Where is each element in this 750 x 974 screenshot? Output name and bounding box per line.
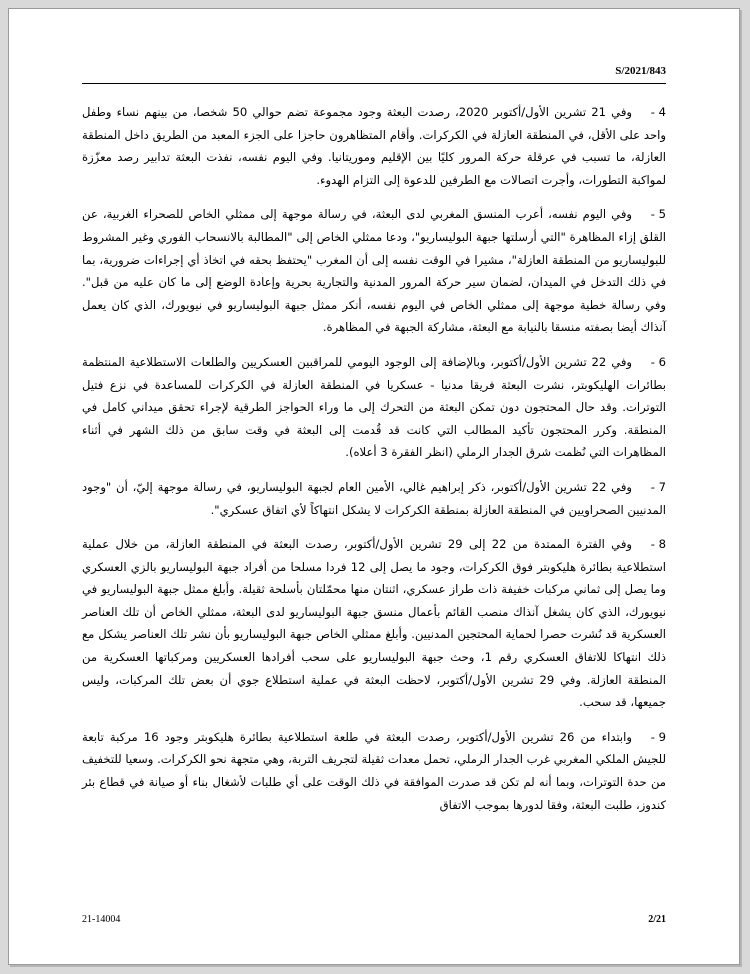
job-number: 21-14004 <box>82 914 121 925</box>
paragraph-text: وابتداء من 26 تشرين الأول/أكتوبر، رصدت البعثة في طلعة استطلاعية بطائرة هليكوبتر وجود 16 مركبة تابعة للجيش الملكي المغربي غرب الجدار الرملي، تحمل معدات ثقيلة لتجريف التربة، وهي متجهة نحو الكركرات. وسعيا للتخفيف من حدة التوترات، وبما أنه لم تكن قد صدرت الموافقة في ذلك الوقت على أي طلبات لأشغال بناء أو صيانة في قطاع بئر كندوز، طلبت البعثة، وفقا لدورها بموجب الاتفاق <box>82 729 666 812</box>
paragraph-number: 7 - <box>650 479 666 494</box>
document-page <box>8 8 740 965</box>
paragraph-6 <box>82 351 666 464</box>
document-body <box>82 101 666 828</box>
paragraph-9 <box>82 726 666 816</box>
paragraph-text: وفي 21 تشرين الأول/أكتوبر 2020، رصدت البعثة وجود مجموعة تضم حوالي 50 شخصا، من بينهم نساء وطفل واحد على الأقل، في المنطقة العازلة في الكركرات. وأقام المتظاهرون حاجزا على الجزء المعبد من الطريق داخل المنطقة العازلة، ما تسبب في عرقلة حركة المرور كليًا بين الإقليم وموريتانيا. وفي اليوم نفسه، نفذت البعثة تدابير رصد معزّزة لمواكبة التطورات، وأجرت اتصالات مع الطرفين للدعوة إلى التزام الهدوء. <box>82 105 666 187</box>
paragraph-number: 4 - <box>650 105 666 119</box>
paragraph-text: وفي 22 تشرين الأول/أكتوبر، ذكر إبراهيم غالي، الأمين العام لجبهة البوليساريو، في رسالة موجهة إليّ، أن "وجود المدنيين الصحراويين في المنطقة العازلة بمنطقة الكركرات لا يشكل انتهاكاً لأي اتفاق عسكري". <box>82 479 666 517</box>
paragraph-8 <box>82 533 666 714</box>
paragraph-text: وفي اليوم نفسه، أعرب المنسق المغربي لدى البعثة، في رسالة موجهة إلى ممثلي الخاص للصحراء الغربية، عن القلق إزاء المظاهرة "التي أرسلتها جبهة البوليساريو"، ودعا ممثلي الخاص إلى "المطالبة بالانسحاب الفوري وغير المشروط للبوليساريو من المنطقة العازلة"، مشيرا في الوقت نفسه إلى أن المغرب "يحتفظ بحقه في اتخاذ أي إجراءات ضرورية، بما في ذلك التدخل في الميدان، لضمان سير حركة المرور المدنية والتجارية بحرية وإعادة الوضع إلى ما كان عليه من قبل". وفي رسالة خطية موجهة إلى ممثلي الخاص في اليوم نفسه، أنكر ممثل جبهة البوليساريو في نيويورك، الذي كان يعمل آنذاك أيضا بصفته منسقا بالنيابة مع البعثة، مشاركة الجبهة في المظاهرة. <box>82 207 666 335</box>
document-symbol: S/2021/843 <box>615 65 666 77</box>
paragraph-number: 9 - <box>650 729 666 744</box>
paragraph-number: 8 - <box>650 537 666 552</box>
page-number: 2/21 <box>648 914 666 925</box>
paragraph-number: 6 - <box>650 354 666 369</box>
page-header <box>82 61 666 84</box>
paragraph-number: 5 - <box>650 207 666 222</box>
paragraph-7 <box>82 476 666 521</box>
paragraph-text: وفي 22 تشرين الأول/أكتوبر، وبالإضافة إلى الوجود اليومي للمراقبين العسكريين والطلعات الاستطلاعية المنتظمة بطائرات الهليكوبتر، نشرت البعثة فريقا مدنيا - عسكريا في المنطقة العازلة في الكركرات للمساعدة في نزع فتيل التوترات. وقد حال المحتجون دون تمكن البعثة من التحرك إلى ما وراء الحواجز الطرقية لإجراء تحقق ميداني كامل في المنطقة. وكرر المحتجون تأكيد المطالب التي كانت قد قُدمت إلى البعثة في وقت سابق من ذلك الشهر في أثناء المظاهرات التي نُظمت شرق الجدار الرملي (انظر الفقرة 3 أعلاه). <box>82 354 666 460</box>
paragraph-text: وفي الفترة الممتدة من 22 إلى 29 تشرين الأول/أكتوبر، رصدت البعثة في المنطقة العازلة، من خلال عملية استطلاعية بطائرة هليكوبتر فوق الكركرات، وجود ما يصل إلى 12 فردا مسلحا من أفراد جبهة البوليساريو بالزي العسكري وما يصل إلى ثماني مركبات خفيفة ذات طراز عسكري، اثنتان منها محمّلتان بأسلحة ثقيلة. وأبلغ ممثل جبهة البوليساريو في نيويورك، الذي كان يشغل آنذاك منصب القائم بأعمال منسق جبهة البوليساريو لدى البعثة، ممثلي الخاص أن تلك العناصر العسكرية قد نُشرت حصرا لحماية المحتجين المدنيين. وأبلغ ممثلي الخاص جبهة البوليساريو بأن نشر تلك العناصر يشكل مع ذلك انتهاكا للاتفاق العسكري رقم 1، وحث جبهة البوليساريو على سحب أفرادها العسكريين ومركباتها العسكرية من المنطقة العازلة. وفي 29 تشرين الأول/أكتوبر، لاحظت البعثة في عملية استطلاع جوي أن بعض تلك المركبات، وليس جميعها، قد سحب. <box>82 537 667 710</box>
paragraph-4 <box>82 101 666 191</box>
paragraph-5 <box>82 203 666 339</box>
